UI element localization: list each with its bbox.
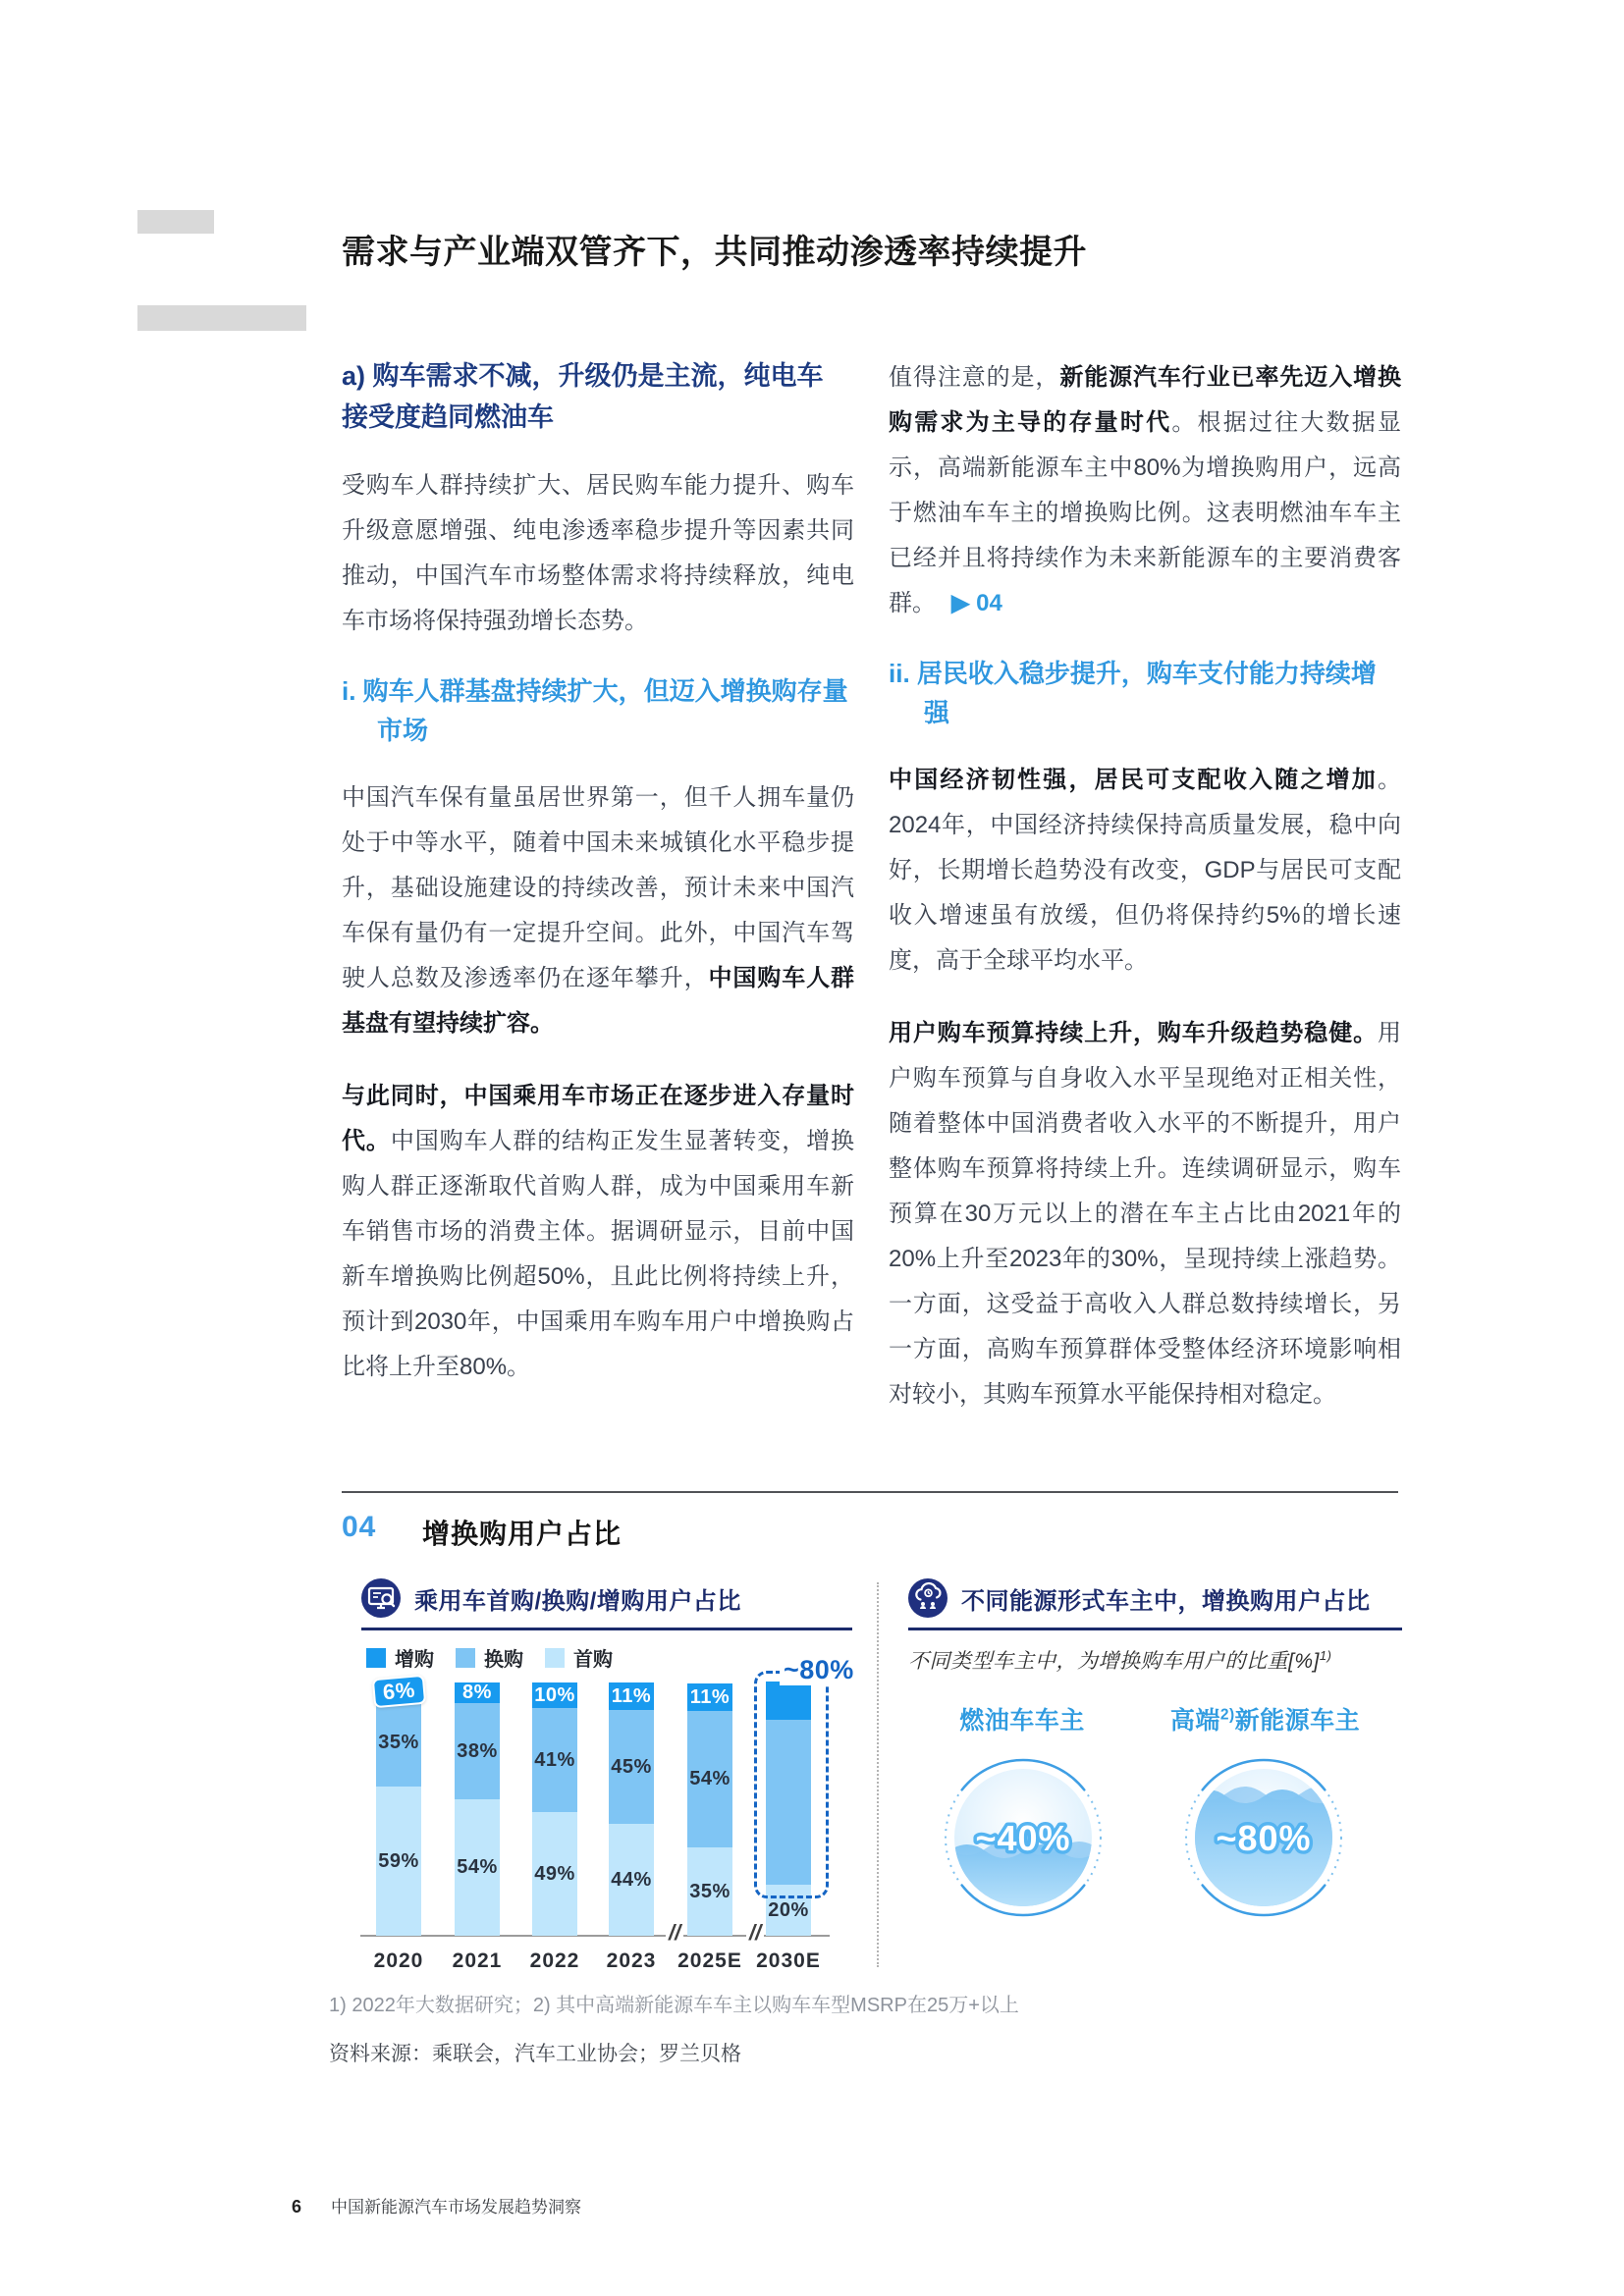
paragraph-text: 用户购车预算与自身收入水平呈现绝对正相关性，随着整体中国消费者收入水平的不断提升，用户整体购车预算将持续上升。连续调研显示，购车预算在30万元以上的潜在车主占比由2021年的20%上升至2023年的30%，呈现持续上涨趋势。一方面，这受益于高收入人群总数持续增长，另一方面，高购车预算群体受整体经济环境影响相对较小，其购车预算水平能保持相对稳定。 xyxy=(889,1020,1401,1408)
gauge-panel-header xyxy=(908,1578,1402,1630)
bar-value-label: 44% xyxy=(611,1868,652,1891)
subtitle-text: 不同类型车主中，为增换购车用户的比重[%] xyxy=(908,1650,1320,1673)
paragraph xyxy=(889,1011,1401,1417)
bar-value-label: 11% xyxy=(689,1685,731,1708)
paragraph-text: 。根据过往大数据显示，高端新能源车主中80%为增换购用户，远高于燃油车车主的增换购比例。这表明燃油车车主已经并且将持续作为未来新能源车的主要消费客群。 xyxy=(889,409,1402,616)
annotation-box xyxy=(754,1671,829,1898)
chart-legend xyxy=(366,1643,613,1672)
axis-break-mark: // xyxy=(666,1918,683,1948)
annotation-label: ~80% xyxy=(780,1655,858,1685)
paragraph-text: 中国购车人群的结构正发生显著转变，增换购人群正逐渐取代首购人群，成为中国乘用车新车销售市场的消费主体。据调研显示，目前中国新车增换购比例超50%，且此比例将持续上升，预计到2030年，中国乘用车购车用户中增换购占比将上升至80%。 xyxy=(342,1128,855,1380)
decoration-bar xyxy=(137,210,214,234)
page-footer xyxy=(292,2193,581,2217)
bar-value-label: 10% xyxy=(534,1683,575,1706)
bar-segment-首购 xyxy=(532,1812,577,1936)
bar-segment-增购 xyxy=(376,1677,421,1704)
paragraph xyxy=(889,758,1401,984)
bar-segment-增购 xyxy=(609,1682,654,1710)
column-right xyxy=(889,355,1401,1445)
x-axis-label: 2023 xyxy=(606,1949,657,1972)
bar-value-label: 11% xyxy=(611,1684,652,1707)
gauge-label-fuel: 燃油车车主 xyxy=(959,1707,1085,1735)
label-text: 高端 xyxy=(1169,1707,1220,1735)
paragraph xyxy=(342,775,854,1046)
bar-value-label: 20% xyxy=(768,1898,809,1921)
bar-value-label: 38% xyxy=(457,1739,498,1762)
section-a-heading: a) 购车需求不减，升级仍是主流，纯电车接受度趋同燃油车 xyxy=(342,361,824,432)
paragraph-text-bold: 与此同时，中国乘用车市场正在逐步进入存量时代。 xyxy=(342,1083,854,1154)
legend-item xyxy=(545,1643,613,1672)
water-gauge-fuel xyxy=(941,1755,1106,1920)
subsection-i-heading: i. 购车人群基盘持续扩大，但迈入增换购存量市场 xyxy=(342,676,848,745)
page-number: 6 xyxy=(292,2197,302,2216)
legend-label: 换购 xyxy=(484,1649,523,1671)
figure-title: 增换购用户占比 xyxy=(422,1519,623,1549)
paragraph-text-bold: 新能源汽车行业已率先迈入增换购需求为主导的存量时代 xyxy=(889,364,1402,436)
bar-segment-首购 xyxy=(455,1799,500,1936)
bar-value-label: 35% xyxy=(689,1880,731,1902)
paragraph-text-bold: 中国经济韧性强，居民可支配收入随之增加 xyxy=(889,767,1378,793)
legend-label: 增购 xyxy=(395,1649,434,1671)
x-axis-label: 2021 xyxy=(452,1949,503,1972)
bar-value-label: 41% xyxy=(534,1748,575,1771)
legend-item xyxy=(456,1643,523,1672)
axis-break-mark: // xyxy=(746,1918,764,1948)
bar-value-label: 8% xyxy=(462,1682,492,1703)
cloud-clock-people-icon xyxy=(908,1578,947,1618)
figure-number: 04 xyxy=(342,1511,377,1543)
gauge-label-nev xyxy=(1145,1701,1385,1736)
figure-source: 资料来源：乘联会，汽车工业协会；罗兰贝格 xyxy=(329,2043,741,2065)
bar-segment-增购 xyxy=(532,1682,577,1708)
bar-segment-首购 xyxy=(687,1847,732,1936)
monitor-search-icon xyxy=(361,1578,401,1618)
bar-segment-换购 xyxy=(532,1708,577,1812)
bar-value-label: 6% xyxy=(371,1674,425,1707)
x-axis-label: 2020 xyxy=(373,1949,424,1972)
bar-segment-首购 xyxy=(609,1824,654,1936)
figure-divider xyxy=(342,1491,1398,1493)
paragraph-text: 中国汽车保有量虽居世界第一，但千人拥车量仍处于中等水平，随着中国未来城镇化水平稳步提升，基础设施建设的持续改善，预计未来中国汽车保有量仍有一定提升空间。此外，中国汽车驾驶人总数及渗透率仍在逐年攀升， xyxy=(342,784,854,991)
bar-segment-增购 xyxy=(455,1682,500,1703)
paragraph-text: 受购车人群持续扩大、居民购车能力提升、购车升级意愿增强、纯电渗透率稳步提升等因素共同推动，中国汽车市场整体需求将持续释放，纯电车市场将保持强劲增长态势。 xyxy=(342,472,854,634)
x-axis-label: 2025E xyxy=(677,1949,742,1972)
bar-value-label: 45% xyxy=(611,1755,652,1778)
legend-swatch xyxy=(456,1648,475,1668)
bar-value-label: 54% xyxy=(689,1768,731,1789)
page-title: 需求与产业端双管齐下，共同推动渗透率持续提升 xyxy=(342,233,1087,271)
bar-segment-换购 xyxy=(687,1711,732,1847)
paragraph-text: 值得注意的是， xyxy=(889,364,1060,391)
subtitle-footnote-mark: 1) xyxy=(1319,1648,1332,1663)
svg-text:~80%: ~80% xyxy=(1216,1818,1312,1858)
bar-segment-增购 xyxy=(687,1683,732,1711)
label-text: 新能源车主 xyxy=(1234,1707,1361,1735)
gauge-panel-subtitle xyxy=(908,1645,1331,1675)
column-left xyxy=(342,355,854,1417)
bar-value-label: 59% xyxy=(378,1849,419,1872)
subsection-ii-heading: ii. 居民收入稳步提升，购车支付能力持续增强 xyxy=(889,659,1377,727)
bar-value-label: 54% xyxy=(457,1856,498,1878)
paragraph xyxy=(342,463,854,644)
bar-segment-首购 xyxy=(376,1787,421,1936)
legend-item xyxy=(366,1643,434,1672)
legend-label: 首购 xyxy=(573,1649,613,1671)
x-axis-label: 2022 xyxy=(529,1949,580,1972)
panel-divider xyxy=(877,1582,879,1967)
paragraph xyxy=(889,355,1401,626)
paragraph xyxy=(342,1074,854,1390)
legend-swatch xyxy=(366,1648,386,1668)
paragraph-text-bold: 中国购车人群基盘有望持续扩容。 xyxy=(342,965,854,1037)
bar-segment-换购 xyxy=(455,1703,500,1799)
label-footnote-mark: 2) xyxy=(1219,1706,1235,1724)
x-axis-label: 2030E xyxy=(756,1949,821,1972)
bar-value-label: 35% xyxy=(378,1731,419,1753)
figure-ref-04[interactable]: ▶ 04 xyxy=(951,590,1002,616)
svg-text:~40%: ~40% xyxy=(975,1818,1071,1858)
decoration-bar xyxy=(137,305,306,331)
legend-swatch xyxy=(545,1648,565,1668)
gauge-panel-title: 不同能源形式车主中，增换购用户占比 xyxy=(961,1587,1371,1615)
bar-chart-panel-header xyxy=(361,1578,852,1630)
bar-segment-换购 xyxy=(609,1710,654,1824)
bar-chart-panel-title: 乘用车首购/换购/增购用户占比 xyxy=(414,1587,741,1615)
footer-title: 中国新能源汽车市场发展趋势洞察 xyxy=(331,2198,582,2216)
paragraph-text: 。2024年，中国经济持续保持高质量发展，稳中向好，长期增长趋势没有改变，GDP与居民可支配收入增速虽有放缓，但仍将保持约5%的增长速度，高于全球平均水平。 xyxy=(889,767,1401,974)
figure-footnote: 1) 2022年大数据研究；2) 其中高端新能源车车主以购车车型MSRP在25万+以上 xyxy=(329,1995,1019,2016)
bar-segment-换购 xyxy=(376,1698,421,1787)
water-gauge-nev xyxy=(1181,1755,1346,1920)
bar-value-label: 49% xyxy=(534,1862,575,1885)
paragraph-text-bold: 用户购车预算持续上升，购车升级趋势稳健。 xyxy=(889,1020,1378,1046)
